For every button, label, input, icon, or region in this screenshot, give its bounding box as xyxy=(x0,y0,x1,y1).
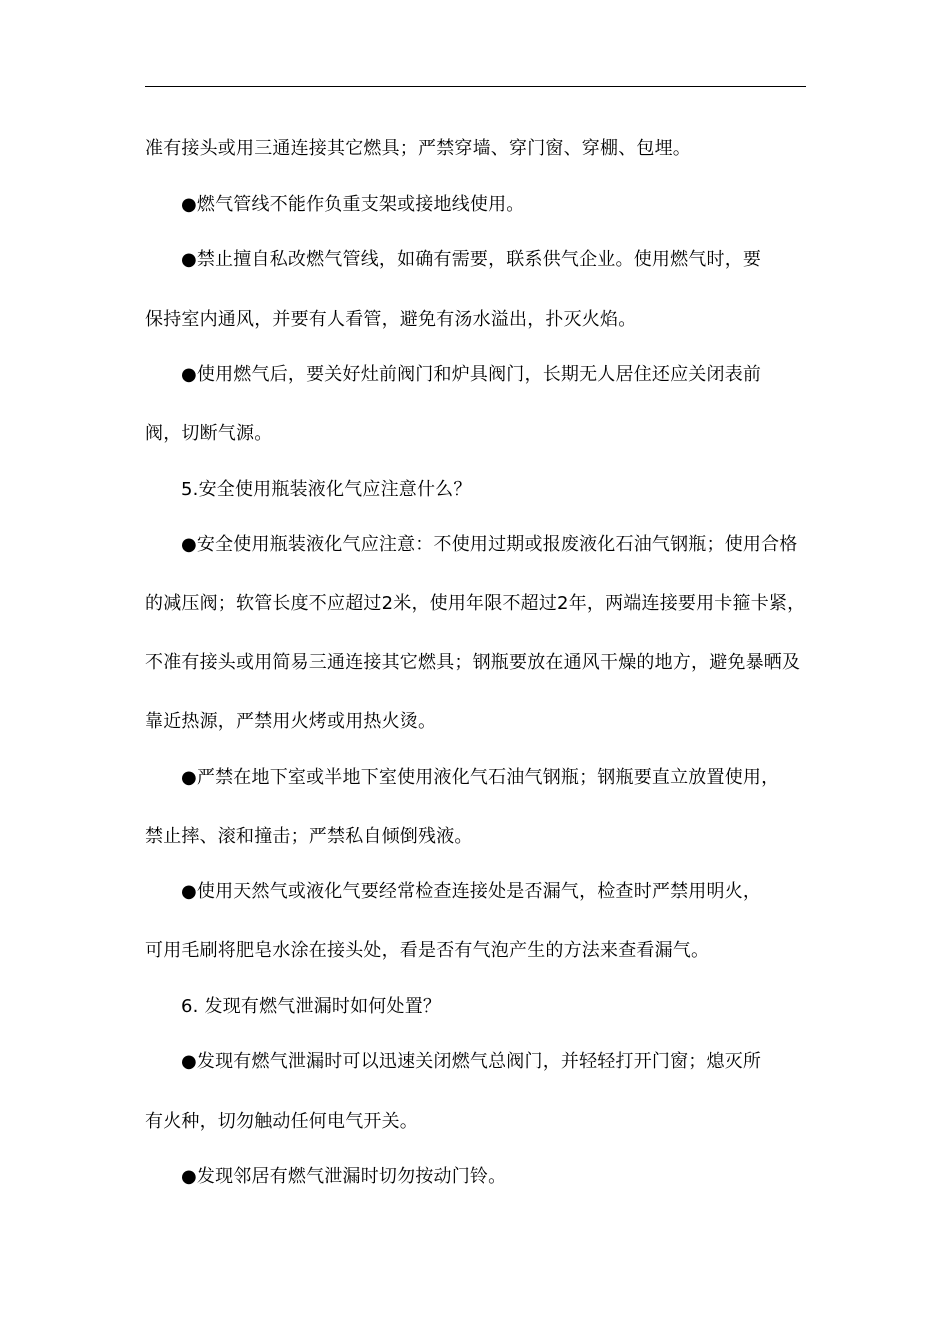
bullet-line: ●安全使用瓶装液化气应注意：不使用过期或报废液化石油气钢瓶；使用合格 xyxy=(181,534,798,555)
bullet-line: ●燃气管线不能作负重支架或接地线使用。 xyxy=(181,194,525,215)
text-line: 保持室内通风，并要有人看管，避免有汤水溢出，扑灭火焰。 xyxy=(145,309,637,330)
text-line: 有火种，切勿触动任何电气开关。 xyxy=(145,1111,418,1132)
text-line: 不准有接头或用简易三通连接其它燃具；钢瓶要放在通风干燥的地方，避免暴晒及 xyxy=(145,652,801,673)
bullet-line: ●使用天然气或液化气要经常检查连接处是否漏气，检查时严禁用明火， xyxy=(181,881,762,902)
section-heading: 5.安全使用瓶装液化气应注意什么？ xyxy=(181,479,472,500)
text-line: 可用毛刷将肥皂水涂在接头处，看是否有气泡产生的方法来查看漏气。 xyxy=(145,940,710,961)
text-line: 禁止摔、滚和撞击；严禁私自倾倒残液。 xyxy=(145,826,473,847)
bullet-line: ●发现有燃气泄漏时可以迅速关闭燃气总阀门，并轻轻打开门窗；熄灭所 xyxy=(181,1051,762,1072)
text-line: 靠近热源，严禁用火烤或用热火烫。 xyxy=(145,711,437,732)
text-line: 准有接头或用三通连接其它燃具；严禁穿墙、穿门窗、穿棚、包埋。 xyxy=(145,138,691,159)
text-line: 的减压阀；软管长度不应超过2米，使用年限不超过2年，两端连接要用卡箍卡紧， xyxy=(145,593,806,614)
bullet-line: ●使用燃气后，要关好灶前阀门和炉具阀门，长期无人居住还应关闭表前 xyxy=(181,364,762,385)
text-line: 阀，切断气源。 xyxy=(145,423,273,444)
section-heading: 6. 发现有燃气泄漏时如何处置？ xyxy=(181,996,442,1017)
header-rule xyxy=(145,86,806,87)
bullet-line: ●禁止擅自私改燃气管线，如确有需要，联系供气企业。使用燃气时，要 xyxy=(181,249,762,270)
bullet-line: ●发现邻居有燃气泄漏时切勿按动门铃。 xyxy=(181,1166,507,1187)
bullet-line: ●严禁在地下室或半地下室使用液化气石油气钢瓶；钢瓶要直立放置使用， xyxy=(181,767,780,788)
